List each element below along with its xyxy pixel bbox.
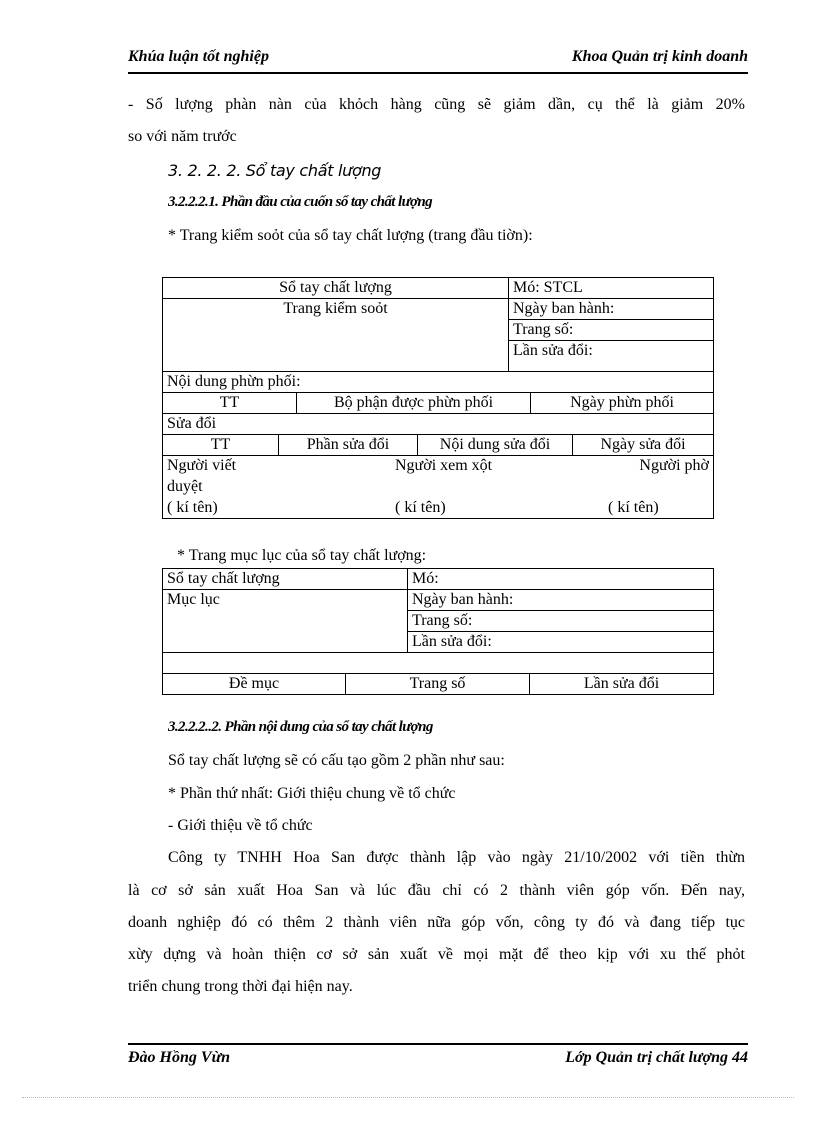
- footer-rule: [128, 1043, 748, 1045]
- issue-date-cell: Ngày ban hành:: [509, 299, 714, 320]
- page-no-cell: Trang số:: [509, 320, 714, 341]
- toc-intro: * Trang mục lục của sổ tay chất lượng:: [177, 547, 427, 564]
- para1-line2: so với năm trước: [128, 128, 237, 145]
- rev-col-part: Phần sửa đổi: [279, 435, 418, 455]
- dist-col-department: Bộ phận được phừn phối: [297, 393, 531, 413]
- distribution-header-row: [163, 393, 714, 414]
- section-heading-32221: 3.2.2.2.1. Phần đầu của cuốn sổ tay chất lượng: [168, 194, 433, 210]
- company-para-line3: doanh nghiệp đó có thêm 2 thành viên nữa góp vốn, công ty đó và đang tiếp tục: [128, 914, 745, 931]
- control-page-table: [162, 277, 714, 519]
- signature-block: [163, 456, 714, 519]
- toc-blank-row: [163, 653, 714, 674]
- signer-reviewer: Người xem xột: [395, 457, 493, 474]
- toc-header-row: [163, 674, 714, 695]
- signer-approver: Người phờ: [639, 457, 709, 474]
- toc-issue-date: Ngày ban hành:: [408, 590, 714, 611]
- section-heading-3222: 3. 2. 2. 2. Sổ tay chất lượng: [168, 161, 382, 180]
- body-line2: * Phần thứ nhất: Giới thiệu chung về tổ chức: [168, 785, 456, 802]
- revision-label: Sửa đổi: [163, 414, 714, 435]
- toc-page-no: Trang số:: [408, 611, 714, 632]
- dist-col-date: Ngày phừn phối: [531, 393, 714, 413]
- header-thesis-title: Khúa luận tốt nghiệp: [128, 48, 269, 65]
- sign-label-1: ( kí tên): [167, 499, 218, 516]
- signer-writer: Người viết: [167, 457, 237, 474]
- company-para-line5: triển chung trong thời đại hiện nay.: [128, 978, 353, 995]
- page-footer: [128, 1049, 748, 1073]
- toc-manual-title: Sổ tay chất lượng: [163, 569, 408, 590]
- header-rule: [128, 72, 748, 74]
- revision-header-row: [163, 435, 714, 456]
- company-para-line1: Công ty TNHH Hoa San được thành lập vào ngày 21/10/2002 với tiền thừn: [168, 849, 745, 866]
- rev-col-date: Ngày sửa đổi: [573, 435, 714, 455]
- company-para-line4: xừy dựng và hoàn thiện cơ sở sản xuất về mọi mặt để theo kịp với xu thế phỏt: [128, 946, 745, 963]
- para1-line1: - Số lượng phàn nàn của khỏch hàng cũng sẽ giảm dần, cụ thể là giảm 20%: [128, 96, 745, 113]
- body-line1: Sổ tay chất lượng sẽ có cấu tạo gồm 2 phần như sau:: [168, 752, 505, 769]
- revision-cell: Lần sửa đổi:: [509, 341, 714, 372]
- company-para-line2: là cơ sở sản xuất Hoa San và lúc đầu chỉ có 2 thành viên góp vốn. Đến nay,: [128, 882, 745, 899]
- rev-col-content: Nội dung sửa đổi: [418, 435, 573, 455]
- control-subtitle: Trang kiểm soỏt: [163, 299, 509, 372]
- toc-table: [162, 568, 714, 695]
- manual-title: Sổ tay chất lượng: [163, 278, 509, 299]
- footer-class: Lớp Quản trị chất lượng 44: [565, 1049, 748, 1066]
- toc-subtitle: Mục lục: [163, 590, 408, 653]
- toc-col-revision: Lần sửa đổi: [530, 674, 714, 694]
- rev-col-tt: TT: [163, 435, 279, 455]
- toc-revision: Lần sửa đổi:: [408, 632, 714, 653]
- sign-label-2: ( kí tên): [395, 499, 446, 516]
- header-faculty: Khoa Quản trị kinh doanh: [571, 48, 748, 65]
- code-cell: Mó: STCL: [509, 278, 714, 299]
- sign-label-3: ( kí tên): [608, 499, 659, 516]
- dist-col-tt: TT: [163, 393, 297, 413]
- control-page-intro: * Trang kiểm soỏt của sổ tay chất lượng (trang đầu tiờn):: [168, 227, 533, 244]
- page-header: [128, 48, 748, 72]
- toc-col-item: Đề mục: [163, 674, 346, 694]
- toc-code-cell: Mó:: [408, 569, 714, 590]
- page-bottom-edge: [22, 1097, 794, 1098]
- section-heading-32222: 3.2.2.2..2. Phần nội dung của sổ tay chất lượng: [168, 719, 433, 735]
- footer-author: Đào Hồng Vừn: [128, 1049, 231, 1066]
- signer-approver-cont: duyệt: [167, 478, 203, 495]
- body-line3: - Giới thiệu về tổ chức: [168, 817, 313, 834]
- toc-col-page: Trang số: [346, 674, 530, 694]
- distribution-label: Nội dung phừn phối:: [163, 372, 714, 393]
